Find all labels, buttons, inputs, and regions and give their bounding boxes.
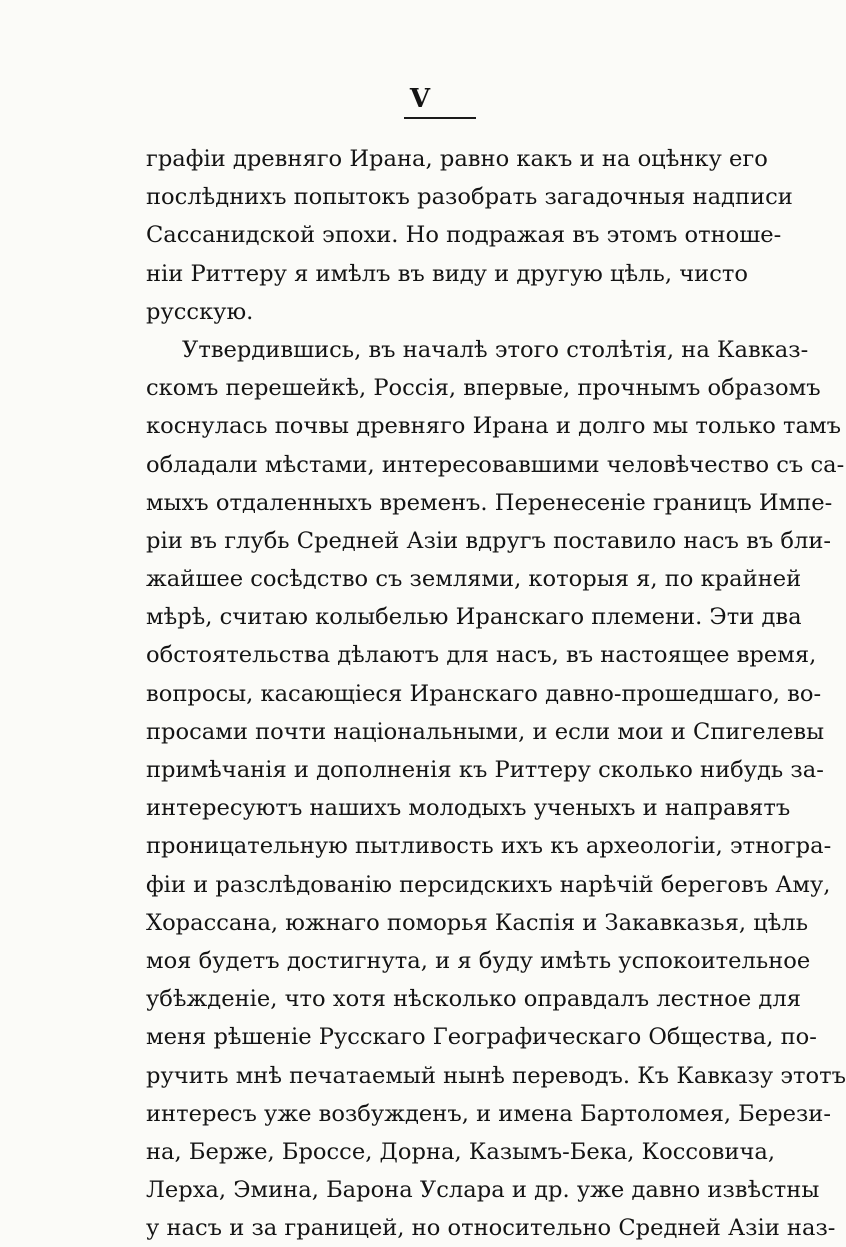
- text-line: коснулась почвы древняго Ирана и долго мы только тамъ: [146, 413, 841, 440]
- text-line: мыхъ отдаленныхъ временъ. Перенесеніе границъ Импе-: [146, 489, 833, 516]
- text-line: обладали мѣстами, интересовавшими человѣчество съ са-: [146, 451, 845, 478]
- text-line: Сассанидской эпохи. Но подражая въ этомъ отноше-: [146, 222, 782, 249]
- text-line: меня рѣшеніе Русскаго Географическаго Общества, по-: [146, 1024, 817, 1051]
- text-line: проницательную пытливость ихъ къ археологіи, этногра-: [146, 833, 832, 860]
- text-line: моя будетъ достигнута, и я буду имѣть успокоительное: [146, 947, 811, 974]
- text-line: русскую.: [146, 298, 254, 325]
- text-line: Хорассана, южнаго поморья Каспія и Закавказья, цѣль: [146, 909, 809, 936]
- text-line: Лерха, Эмина, Барона Услара и др. уже давно извѣстны: [146, 1177, 820, 1204]
- text-line: ручить мнѣ печатаемый нынѣ переводъ. Къ Кавказу этотъ: [146, 1062, 846, 1089]
- text-line: жайшее сосѣдство съ землями, которыя я, по крайней: [146, 566, 802, 593]
- text-line: просами почти національными, и если мои и Спигелевы: [146, 718, 825, 745]
- text-line: убѣжденіе, что хотя нѣсколько оправдалъ лестное для: [146, 986, 801, 1013]
- text-line: интересъ уже возбужденъ, и имена Бартоломея, Берези-: [146, 1100, 832, 1127]
- body-text: [146, 140, 846, 1247]
- text-line: послѣднихъ попытокъ разобрать загадочныя надписи: [146, 184, 793, 211]
- text-line: вопросы, касающіеся Иранскаго давно-прошедшаго, во-: [146, 680, 822, 707]
- text-line: фіи и разслѣдованію персидскихъ нарѣчій береговъ Аму,: [146, 871, 831, 898]
- header-rule: [404, 117, 476, 119]
- page-number: V: [409, 84, 431, 114]
- text-line: графіи древняго Ирана, равно какъ и на оцѣнку его: [146, 146, 768, 172]
- text-line: Утвердившись, въ началѣ этого столѣтія, на Кавказ-: [182, 336, 809, 363]
- text-line: на, Берже, Броссе, Дорна, Казымъ-Бека, Коссовича,: [146, 1138, 776, 1165]
- text-line: примѣчанія и дополненія къ Риттеру сколько нибудь за-: [146, 757, 824, 783]
- text-line: у насъ и за границей, но относительно Средней Азіи наз-: [146, 1215, 836, 1242]
- text-line: ріи въ глубь Средней Азіи вдругъ поставило насъ въ бли-: [146, 527, 832, 554]
- text-line: обстоятельства дѣлаютъ для насъ, въ настоящее время,: [146, 642, 817, 669]
- text-line: мѣрѣ, считаю колыбелью Иранскаго племени. Эти два: [146, 604, 802, 631]
- text-line: ніи Риттеру я имѣлъ въ виду и другую цѣль, чисто: [146, 260, 748, 287]
- text-line: интересуютъ нашихъ молодыхъ ученыхъ и направятъ: [146, 795, 791, 822]
- text-line: скомъ перешейкѣ, Россія, впервые, прочнымъ образомъ: [146, 375, 821, 402]
